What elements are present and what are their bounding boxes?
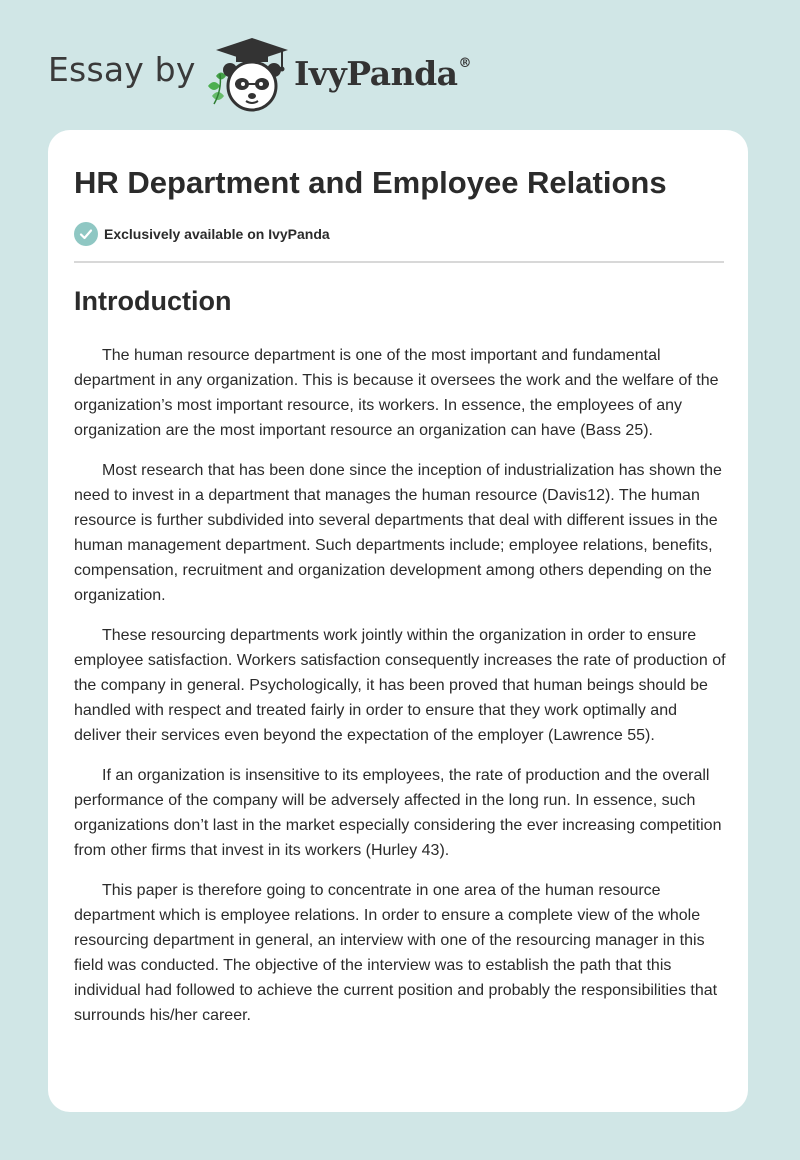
section-heading: Introduction xyxy=(74,286,232,316)
article-body xyxy=(74,343,726,1043)
exclusive-badge xyxy=(74,222,330,246)
brand-name[interactable]: IvyPanda® xyxy=(294,54,472,93)
paragraph: This paper is therefore going to concentrate in one area of the human resource department which is employee relations. In order to ensure a complete view of the whole resourcing department in general, an interview with one of the resourcing manager in this field was conducted. The objective of the interview was to establish the path that this individual had followed to achieve the current position and probably the responsibilities that surrounds his/her career. xyxy=(74,882,718,1024)
exclusive-badge-label: Exclusively available on IvyPanda xyxy=(104,226,330,242)
ivypanda-logo-icon[interactable] xyxy=(200,34,290,114)
paragraph: The human resource department is one of the most important and fundamental department in any organization. This is because it oversees the work and the welfare of the organization’s most important resource, its workers. In essence, the employees of any organization are the most important resource an organization can have (Bass 25). xyxy=(74,347,719,439)
essay-by-label: Essay by xyxy=(48,50,196,89)
check-icon xyxy=(74,222,98,246)
article-card xyxy=(48,130,748,1112)
paragraph: These resourcing departments work jointly within the organization in order to ensure employee satisfaction. Workers satisfaction consequently increases the rate of production of the company in general. Psychologically, it has been proved that human beings should be handled with respect and treated fairly in order to ensure that they work optimally and deliver their services even beyond the expectation of the employer (Lawrence 55). xyxy=(74,627,726,744)
paragraph: Most research that has been done since the inception of industrialization has shown the need to invest in a department that manages the human resource (Davis12). The human resource is further subdivided into several departments that deal with different issues in the human management department. Such departments include; employee relations, benefits, compensation, recruitment and organization development among others depending on the organization. xyxy=(74,462,722,604)
divider xyxy=(74,261,724,263)
article-title: HR Department and Employee Relations xyxy=(74,165,667,200)
paragraph: If an organization is insensitive to its employees, the rate of production and the overall performance of the company will be adversely affected in the long run. In essence, such organizations don’t last in the market especially considering the ever increasing competition from other firms that invest in its workers (Hurley 43). xyxy=(74,767,722,859)
registered-mark: ® xyxy=(458,56,472,71)
site-header xyxy=(48,30,528,110)
